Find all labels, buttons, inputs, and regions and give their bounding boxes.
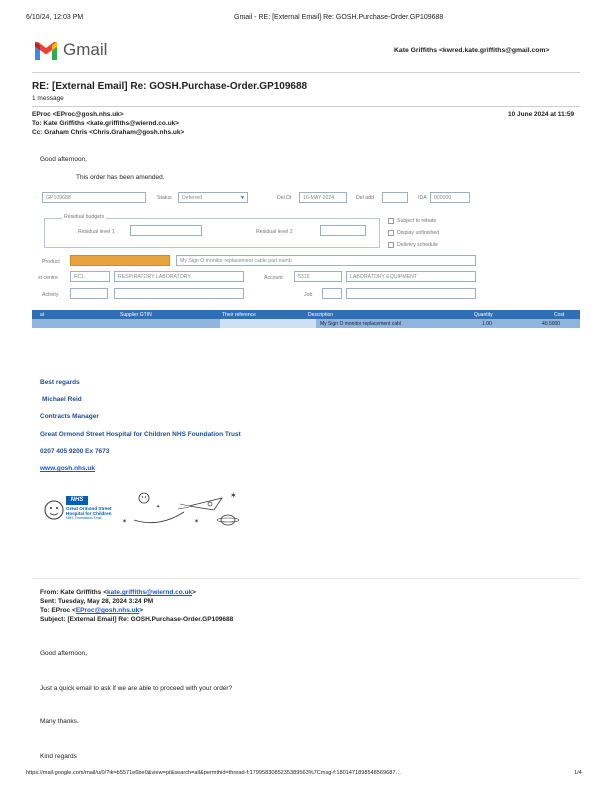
- gmail-logo-text: Gmail: [63, 40, 108, 59]
- gmail-logo-icon[interactable]: [33, 41, 59, 61]
- message-cc: Cc: Graham Chris <Chris.Graham@gosh.nhs.uk>: [32, 129, 185, 136]
- table-row[interactable]: [32, 319, 580, 328]
- gosh-logo-line1: Great Ormond Street: [66, 506, 112, 511]
- ida-label: IDA: [418, 195, 427, 201]
- cost-centre-code-field[interactable]: RCL: [70, 271, 110, 282]
- svg-text:✦: ✦: [156, 504, 161, 510]
- delivery-schedule-checkbox[interactable]: [388, 242, 394, 248]
- chevron-down-icon[interactable]: ▼: [240, 195, 245, 201]
- activity-code-field[interactable]: [70, 288, 108, 299]
- row-cost: 40.5000: [542, 321, 561, 327]
- message-to: To: Kate Griffiths <kate.griffiths@wiernd.co.uk>: [32, 120, 180, 127]
- residual-level1-label: Residual level 1: [78, 229, 115, 235]
- col-header: Quantity: [474, 312, 493, 318]
- display-unfinished-label: Display unfinished: [397, 230, 440, 236]
- print-url: https://mail.google.com/mail/u/0/?ik=b5571e6be0&view=pt&search=all&permthid=thread-f:1799583085235389563%7Cmsg-f:1801471898548569687…: [26, 770, 402, 776]
- thread-subject: RE: [External Email] Re: GOSH.Purchase-Order.GP109688: [32, 81, 308, 92]
- page-number: 1/4: [574, 770, 582, 776]
- del-dt-label: Del Dt: [277, 195, 292, 201]
- print-datetime: 6/10/24, 12:03 PM: [26, 14, 84, 21]
- job-code-field[interactable]: [322, 288, 342, 299]
- gosh-logo: [44, 490, 244, 530]
- sig-regards: Best regards: [40, 379, 80, 386]
- print-title: Gmail - RE: [External Email] Re: GOSH.Purchase-Order.GP109688: [234, 14, 444, 21]
- message-date: 10 June 2024 at 11:59: [508, 111, 575, 118]
- activity-label: Activity: [42, 292, 59, 298]
- svg-text:✶: ✶: [194, 518, 200, 525]
- residual-level2-label: Residual level 2: [256, 229, 293, 235]
- gosh-logo-line3: NHS Foundation Trust: [66, 516, 102, 520]
- quoted-thanks: Many thanks.: [40, 718, 79, 725]
- message-count: 1 message: [32, 95, 64, 102]
- message-greeting: Good afternoon,: [40, 156, 87, 163]
- col-header: Their reference: [222, 312, 256, 318]
- row-quantity: 1.00: [482, 321, 492, 327]
- gosh-logo-line2: Hospital for Children: [66, 511, 112, 516]
- quoted-body: Just a quick email to ask if we are able to proceed with your order?: [40, 685, 233, 692]
- svg-text:✶: ✶: [122, 518, 128, 525]
- row-description: My Sign O monitor replacement cabl: [320, 321, 401, 327]
- order-form-image: · GP109688 Status Deferred ▼ Del Dt 16-MAY-2024 Del add IDA 000000 Residual budgets Residual level 1 Residual level 2 Subject to rebate Display unfinished Delivery schedule Product My Sign O monitor replacement cable part numb st centre RCL RESPIRATORY LABORATORY Account 5315 LABORATORY EQUIPMENT Activity Job at Supplier GTIN Their reference Description Quantity Cost My Sign O monitor replacement cabl 1.00 40.5000: [32, 186, 580, 336]
- activity-name-field[interactable]: [114, 288, 244, 299]
- job-label: Job: [304, 292, 313, 298]
- job-name-field[interactable]: [346, 288, 476, 299]
- account-label: Account: [264, 275, 283, 281]
- residual-level2-field[interactable]: [320, 225, 366, 236]
- cost-centre-label: st centre: [38, 275, 58, 281]
- sig-org: Great Ormond Street Hospital for Children NHS Foundation Trust: [40, 431, 241, 438]
- sig-website[interactable]: www.gosh.nhs.uk: [40, 465, 96, 472]
- residual-budgets-legend: Residual budgets: [64, 214, 105, 220]
- status-select[interactable]: Deferred: [178, 192, 248, 203]
- residual-level1-field[interactable]: [130, 225, 202, 236]
- subject-to-rebate-checkbox[interactable]: [388, 218, 394, 224]
- account-email: Kate Griffiths <kwred.kate.griffiths@gmail.com>: [394, 47, 550, 54]
- subject-to-rebate-label: Subject to rebate: [397, 218, 437, 224]
- del-dt-field[interactable]: 16-MAY-2024: [299, 192, 347, 203]
- del-add-field[interactable]: [382, 192, 408, 203]
- ida-field[interactable]: 000000: [430, 192, 470, 203]
- col-header: Description: [308, 312, 334, 318]
- product-description-field[interactable]: My Sign O monitor replacement cable part numb: [176, 255, 476, 266]
- product-code-field[interactable]: [70, 255, 170, 266]
- account-name-field[interactable]: LABORATORY EQUIPMENT: [346, 271, 476, 282]
- quoted-to-email[interactable]: EProc@gosh.nhs.uk: [75, 607, 140, 614]
- quote-divider: [32, 578, 580, 579]
- sig-name: Michael Reid: [42, 396, 82, 403]
- sig-title: Contracts Manager: [40, 413, 99, 420]
- col-header: Supplier GTIN: [120, 312, 152, 318]
- quoted-from: From: Kate Griffiths <kate.griffiths@wiernd.co.uk>: [40, 589, 196, 596]
- svg-text:✶: ✶: [230, 491, 237, 500]
- nhs-logo-text: NHS: [70, 497, 84, 503]
- status-label: Status: [157, 195, 172, 201]
- col-header: at: [40, 312, 45, 318]
- message-from[interactable]: EProc <EProc@gosh.nhs.uk>: [32, 111, 124, 118]
- cost-centre-name-field[interactable]: RESPIRATORY LABORATORY: [114, 271, 244, 282]
- del-add-label: Del add: [356, 195, 374, 201]
- product-label: Product: [42, 259, 60, 265]
- sig-phone: 0207 405 9200 Ex 7673: [40, 448, 110, 455]
- quoted-subject: Subject: [External Email] Re: GOSH.Purchase-Order.GP109688: [40, 616, 234, 623]
- account-code-field[interactable]: 5315: [294, 271, 342, 282]
- display-unfinished-checkbox[interactable]: [388, 230, 394, 236]
- quoted-kind-regards: Kind regards: [40, 753, 77, 760]
- quoted-to: To: EProc <EProc@gosh.nhs.uk>: [40, 607, 144, 614]
- quoted-sent: Sent: Tuesday, May 28, 2024 3:24 PM: [40, 598, 154, 605]
- header-divider: [32, 72, 580, 73]
- po-number-field[interactable]: GP109688: [42, 192, 146, 203]
- col-header: Cost: [554, 312, 565, 318]
- quoted-greeting: Good afternoon,: [40, 650, 87, 657]
- subject-divider: [32, 106, 580, 107]
- message-body: This order has been amended.: [76, 174, 165, 181]
- quoted-from-email[interactable]: kate.griffiths@wiernd.co.uk: [107, 589, 193, 596]
- order-lines-header: [32, 310, 580, 319]
- delivery-schedule-label: Delivery schedule: [397, 242, 438, 248]
